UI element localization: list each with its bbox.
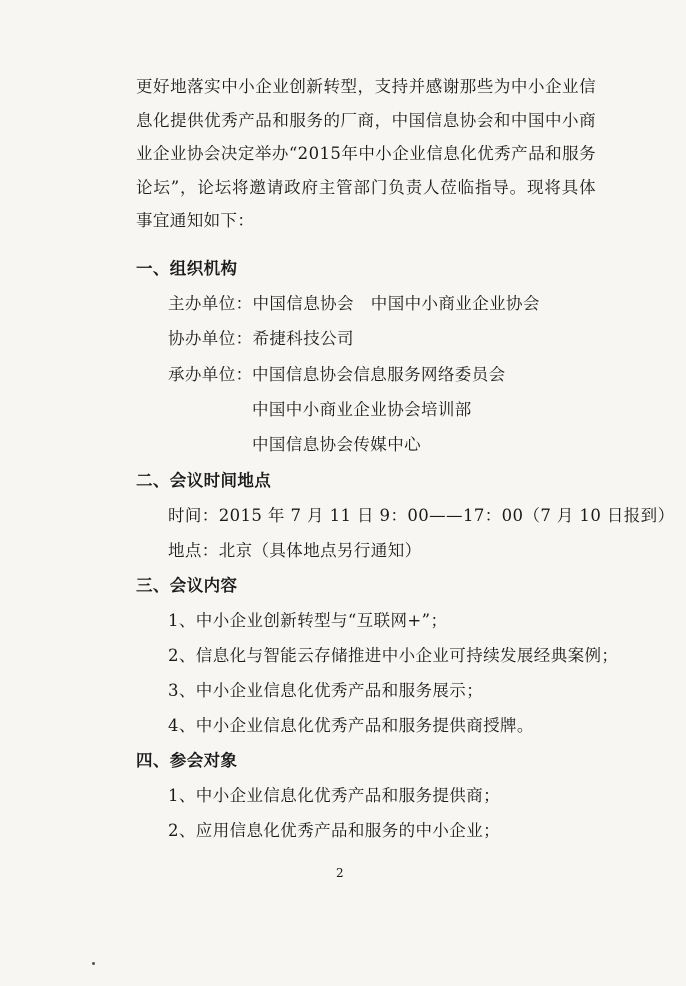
organizer-3: 中国信息协会传媒中心 (252, 435, 421, 454)
content-item-1: 1、中小企业创新转型与“互联网+”； (168, 611, 448, 630)
organizer-1: 中国信息协会信息服务网络委员会 (252, 365, 506, 384)
section3-heading: 三、会议内容 (136, 576, 238, 595)
attendee-item-2: 2、应用信息化优秀产品和服务的中小企业； (168, 821, 500, 840)
content-item-4: 4、中小企业信息化优秀产品和服务提供商授牌。 (168, 716, 534, 735)
host-units: 主办单位：中国信息协会 中国中小商业企业协会 (168, 294, 540, 313)
section1-heading: 一、组织机构 (136, 259, 238, 278)
content-item-2: 2、信息化与智能云存储推进中小企业可持续发展经典案例； (168, 646, 619, 665)
section4-heading: 四、参会对象 (136, 751, 238, 770)
meeting-place: 地点：北京（具体地点另行通知） (168, 541, 422, 560)
scan-speck (92, 962, 95, 965)
intro-paragraph: 更好地落实中小企业创新转型，支持并感谢那些为中小企业信息化提供优秀产品和服务的厂商，中国信息协会和中国中小商业企业协会决定举办“2015年中小企业信息化优秀产品和服务论坛”，论坛将邀请政府主管部门负责人莅临指导。现将具体事宜通知如下： (136, 77, 596, 230)
co-host-units: 协办单位：希捷科技公司 (168, 329, 354, 348)
section2-heading: 二、会议时间地点 (136, 471, 272, 490)
content-item-3: 3、中小企业信息化优秀产品和服务展示； (168, 681, 484, 700)
meeting-time: 时间：2015 年 7 月 11 日 9：00——17：00（7 月 10 日报到） (168, 506, 675, 525)
attendee-item-1: 1、中小企业信息化优秀产品和服务提供商； (168, 786, 500, 805)
page-number: 2 (336, 866, 344, 880)
organizer-label: 承办单位： (168, 365, 253, 384)
organizer-2: 中国中小商业企业协会培训部 (252, 400, 472, 419)
